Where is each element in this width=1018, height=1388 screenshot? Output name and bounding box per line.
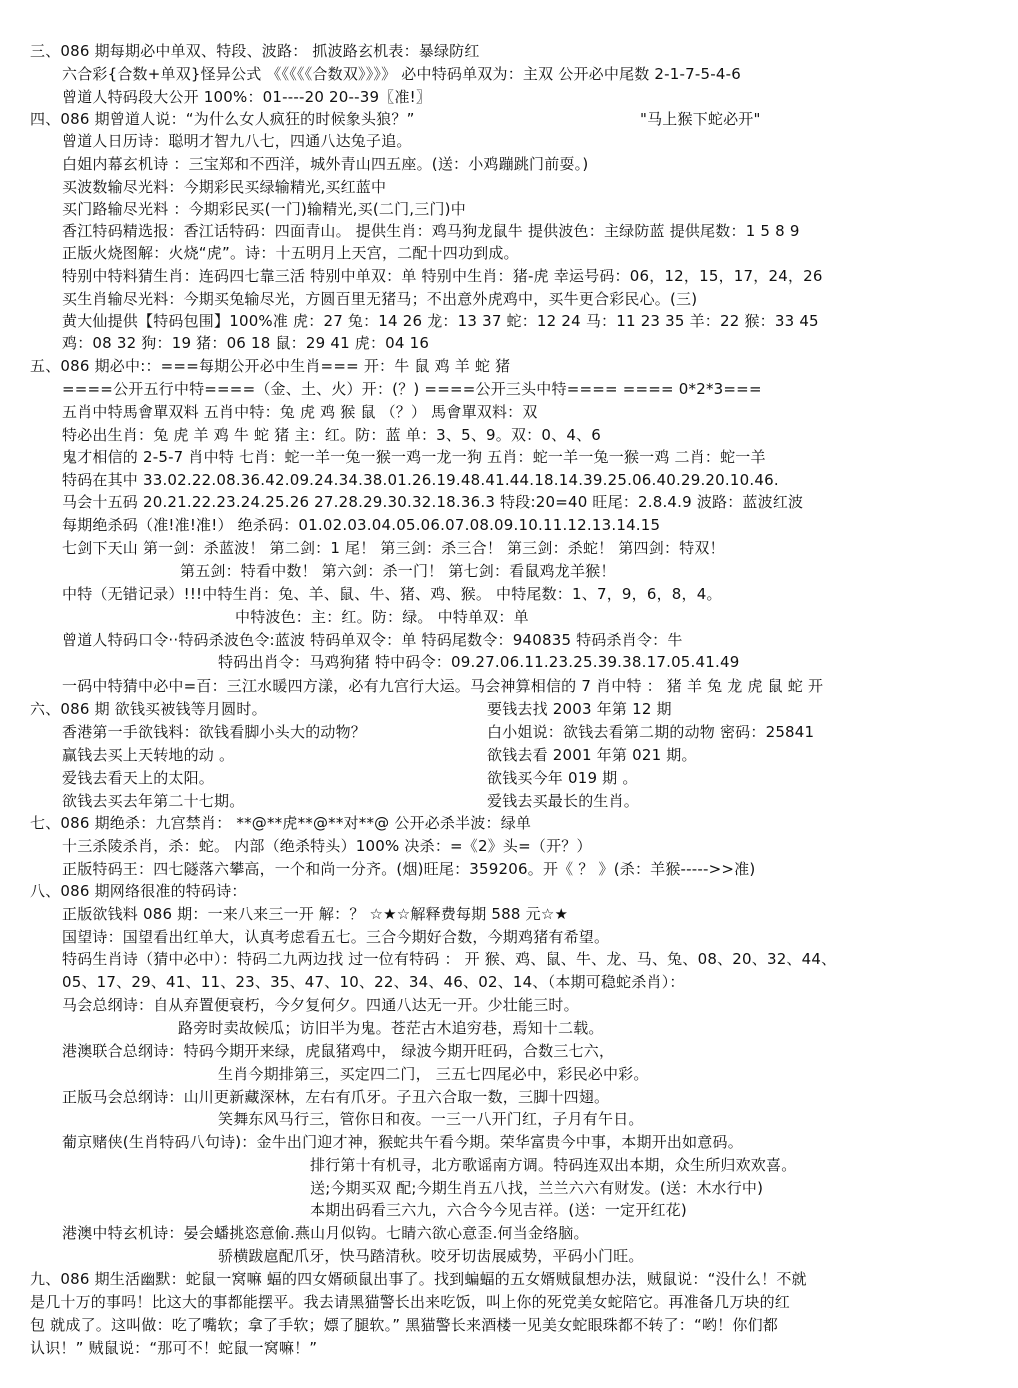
text-line: 要钱去找 2003 年第 12 期: [487, 700, 672, 718]
text-line: 第五剑：特看中数！ 第六剑：杀一门！ 第七剑：看鼠鸡龙羊猴！: [180, 562, 616, 580]
text-line: 欲钱买今年 019 期 。: [487, 769, 638, 787]
text-line: 正版马会总纲诗：山川更新藏深林，左右有爪牙。子丑六合取一数，三脚十四翅。: [62, 1088, 610, 1106]
text-line: 中特（无错记录）!!!中特生肖：兔、羊、鼠、牛、猪、鸡、猴。 中特尾数：1、7，9，6，8，4。: [62, 585, 722, 603]
text-line: 骄横跋扈配爪牙，快马踏清秋。咬牙切齿展威势，平码小门旺。: [218, 1247, 644, 1265]
section-6-heading: 六、086 期 欲钱买被钱等月圆时。: [30, 700, 267, 718]
text-line: 正版火烧图解：火烧“虎”。诗：十五明月上天宫，二配十四功到成。: [62, 244, 519, 262]
text-line: 特必出生肖：兔 虎 羊 鸡 牛 蛇 猪 主：红。防：蓝 单：3、5、9。双：0、4、6: [62, 426, 602, 444]
text-line: ====公开五行中特====（金、土、火）开：(？) ====公开三头中特==== ==== 0*2*3===: [62, 380, 762, 398]
text-line: 笑舞东风马行三，管你日和夜。一三一八开门红，子月有午日。: [218, 1110, 644, 1128]
text-line: 路旁时卖故候瓜；访旧半为鬼。苍茫古木追穷巷，焉知十二载。: [178, 1019, 604, 1037]
text-line: 爱钱去看天上的太阳。: [62, 769, 215, 787]
section-3-heading: 三、086 期每期必中单双、特段、波路： 抓波路玄机表：暴绿防红: [30, 42, 480, 60]
text-line: 国望诗：国望看出红单大，认真考虑看五七。三合今期好合数，今期鸡猪有希望。: [62, 928, 610, 946]
text-line: 六合彩{合数+单双}怪异公式 《《《《《合数双》》》》 必中特码单双为：主双 公开必中尾数 2-1-7-5-4-6: [62, 65, 741, 83]
text-line: 黄大仙提供【特码包围】100%准 虎：27 兔：14 26 龙：13 37 蛇：12 24 马：11 23 35 羊：22 猴：33 45: [62, 312, 819, 330]
text-line: 特码生肖诗（猜中必中）：特码二九两边找 过一位有特码 ： 开 猴、鸡、鼠、牛、龙、马、兔、08、20、32、44、: [62, 950, 837, 968]
text-line: 爱钱去买最长的生肖。: [487, 792, 640, 810]
text-line: 香港第一手欲钱料：欲钱看脚小头大的动物？: [62, 723, 367, 741]
text-line: 买生肖输尽光料：今期买兔输尽光，方圆百里无猪马；不出意外虎鸡中，买牛更合彩民心。(三): [62, 290, 698, 308]
text-line: 买门路输尽光料 ：今期彩民买(一门)输精光,买(二门,三门)中: [62, 200, 466, 218]
text-line: 一码中特猜中必中=百：三江水暖四方漾，必有九宫行大运。马会神算相信的 7 肖中特 ： 猪 羊 兔 龙 虎 鼠 蛇 开: [62, 677, 824, 695]
text-line: 赢钱去买上天转地的动 。: [62, 746, 235, 764]
text-line: 05、17、29、41、11、23、35、47、10、22、34、46、02、14、（本期可稳蛇杀肖）：: [62, 973, 685, 991]
text-line: 香江特码精选报：香江话特码：四面青山。 提供生肖：鸡马狗龙鼠牛 提供波色：主绿防蓝 提供尾数：1 5 8 9: [62, 222, 800, 240]
section-7-heading: 七、086 期绝杀：九宫禁肖： **@**虎**@**对**@ 公开必杀半波：绿单: [30, 814, 532, 832]
text-line: 马会总纲诗：自从弃置便衰朽，今夕复何夕。四通八达无一开。少壮能三时。: [62, 996, 579, 1014]
text-line: 排行第十有机寻，北方歌谣南方调。特码连双出本期，众生所归欢欢喜。: [310, 1156, 797, 1174]
text-line: 正版欲钱料 086 期：一来八来三一开 解：？ ☆★☆解释费每期 588 元☆★: [62, 905, 569, 923]
text-line: 白姐内幕玄机诗 ：三宝郑和不西洋，城外青山四五座。(送：小鸡蹦跳门前耍。): [62, 155, 589, 173]
text-line: "马上猴下蛇必开": [640, 110, 761, 128]
text-line: 认识！” 贼鼠说：“那可不！蛇鼠一窝嘛！”: [30, 1339, 318, 1357]
text-line: 鸡：08 32 狗：19 猪：06 18 鼠：29 41 虎：04 16: [62, 334, 430, 352]
text-line: 中特波色：主：红。防：绿。 中特单双：单: [235, 608, 529, 626]
text-line: 买波数输尽光料：今期彩民买绿输精光,买红蓝中: [62, 178, 387, 196]
text-line: 本期出码看三六九，六合今今见吉祥。(送：一定开红花): [310, 1201, 687, 1219]
text-line: 特别中特料猜生肖：连码四七靠三活 特别中单双：单 特别中生肖：猪-虎 幸运号码：06，12，15，17，24，26: [62, 267, 823, 285]
text-line: 每期绝杀码（准!准!准!） 绝杀码：01.02.03.04.05.06.07.08.09.10.11.12.13.14.15: [62, 516, 661, 534]
text-line: 葡京赌侠(生肖特码八句诗)：金牛出门迎才神，猴蛇共午看今期。荣华富贵今中事，本期开出如意码。: [62, 1133, 743, 1151]
text-line: 曾道人特码段大公开 100%：01----20 20--39〖准!〗: [62, 88, 432, 106]
text-line: 欲钱去买去年第二十七期。: [62, 792, 245, 810]
text-line: 马会十五码 20.21.22.23.24.25.26 27.28.29.30.32.18.36.3 特段:20=40 旺尾：2.8.4.9 波路：蓝波红波: [62, 493, 804, 511]
text-line: 七剑下天山 第一剑：杀蓝波！ 第二剑：1 尾！ 第三剑：杀三合！ 第三剑：杀蛇！ 第四剑：特双！: [62, 539, 725, 557]
text-line: 十三杀陵杀肖，杀：蛇。 内部（绝杀特头）100% 决杀：=《2》头=（开？）: [62, 837, 592, 855]
text-line: 特码在其中 33.02.22.08.36.42.09.24.34.38.01.26.19.48.41.44.18.14.39.25.06.40.29.20.10.46.: [62, 471, 779, 489]
text-line: 正版特码王：四七隧落六攀高，一个和尚一分齐。(烟)旺尾：359206。开《 ？ 》(杀：羊猴----->>准): [62, 860, 756, 878]
text-line: 生肖今期排第三，买定四二门， 三五七四尾必中，彩民必中彩。: [218, 1065, 649, 1083]
text-line: 五肖中特馬會單双料 五肖中特：兔 虎 鸡 猴 鼠 （？） 馬會單双料：双: [62, 403, 538, 421]
section-9-heading: 九、086 期生活幽默：蛇鼠一窝嘛 蝠的四女婿硕鼠出事了。找到蝙蝠的五女婿贼鼠想办法，贼鼠说：“没什么！不就: [30, 1270, 807, 1288]
section-8-heading: 八、086 期网络很准的特码诗：: [30, 882, 247, 900]
text-line: 包 就成了。这叫做：吃了嘴软；拿了手软；嫖了腿软。” 黑猫警长来酒楼一见美女蛇眼珠都不转了：“哟！你们都: [30, 1316, 778, 1334]
text-line: 曾道人日历诗：聪明才智九八七，四通八达兔子追。: [62, 132, 412, 150]
text-line: 鬼才相信的 2-5-7 肖中特 七肖：蛇一羊一兔一猴一鸡一龙一狗 五肖：蛇一羊一兔一猴一鸡 二肖：蛇一羊: [62, 448, 766, 466]
text-line: 曾道人特码口令··特码杀波色令:蓝波 特码单双令：单 特码尾数令：940835 特码杀肖令：牛: [62, 631, 683, 649]
text-line: 送;今期买双 配;今期生肖五八找，兰兰六六有财发。(送：木水行中): [310, 1179, 764, 1197]
text-line: 港澳中特玄机诗：晏会蟠挑恣意偷.燕山月似钩。七睛六欲心意歪.何当金络脑。: [62, 1224, 589, 1242]
section-4-heading: 四、086 期曾道人说：“为什么女人疯狂的时候象头狼？”: [30, 110, 415, 128]
text-line: 是几十万的事吗！比这大的事都能摆平。我去请黑猫警长出来吃饭，叫上你的死党美女蛇陪它。再准备几万块的红: [30, 1293, 791, 1311]
text-line: 特码出肖令：马鸡狗猪 特中码令：09.27.06.11.23.25.39.38.17.05.41.49: [218, 653, 740, 671]
section-5-heading: 五、086 期必中:：===每期公开必中生肖=== 开：牛 鼠 鸡 羊 蛇 猪: [30, 357, 511, 375]
text-line: 港澳联合总纲诗：特码今期开来绿，虎鼠猪鸡中， 绿波今期开旺码，合数三七六，: [62, 1042, 615, 1060]
text-line: 白小姐说：欲钱去看第二期的动物 密码：25841: [487, 723, 815, 741]
text-line: 欲钱去看 2001 年第 021 期。: [487, 746, 697, 764]
